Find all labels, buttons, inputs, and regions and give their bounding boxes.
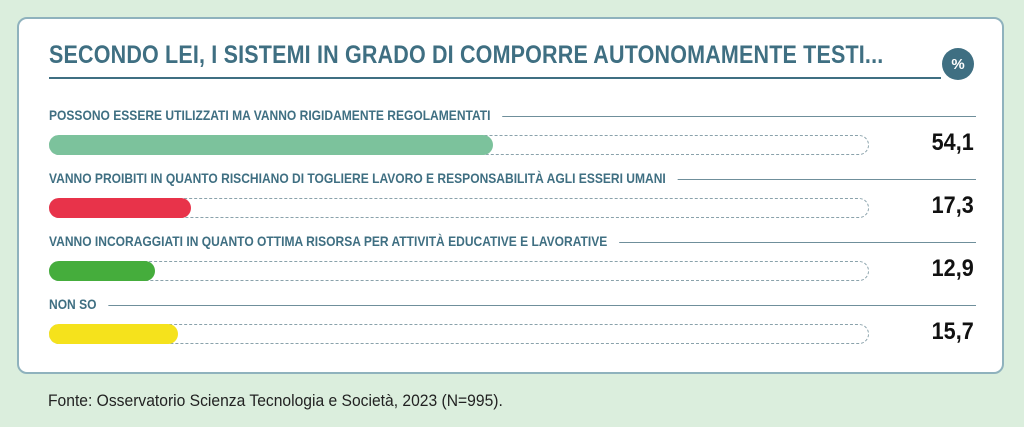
source-note: Fonte: Osservatorio Scienza Tecnologia e Società, 2023 (N=995). — [48, 391, 503, 410]
bar-label: NON SO — [49, 296, 109, 312]
bar-label: VANNO PROIBITI IN QUANTO RISCHIANO DI TOGLIERE LAVORO E RESPONSABILITÀ AGLI ESSERI UMANI — [49, 170, 678, 186]
title-underline — [49, 77, 941, 79]
bar — [49, 324, 178, 344]
bar-value-label: 15,7 — [931, 318, 974, 345]
bar-label: VANNO INCORAGGIATI IN QUANTO OTTIMA RISORSA PER ATTIVITÀ EDUCATIVE E LAVORATIVE — [49, 233, 619, 249]
bar-value-label: 17,3 — [931, 192, 974, 219]
bar — [49, 198, 191, 218]
percent-badge: % — [942, 48, 974, 80]
bar — [49, 261, 155, 281]
chart-title: SECONDO LEI, I SISTEMI IN GRADO DI COMPORRE AUTONOMAMENTE TESTI... — [49, 41, 884, 69]
chart-card — [17, 17, 1004, 374]
bar-value-label: 54,1 — [931, 129, 974, 156]
row-rule — [49, 305, 976, 306]
bar — [49, 135, 493, 155]
bar-value-label: 12,9 — [931, 255, 974, 282]
bar-track — [49, 261, 869, 281]
bar-label: POSSONO ESSERE UTILIZZATI MA VANNO RIGIDAMENTE REGOLAMENTATI — [49, 107, 503, 123]
